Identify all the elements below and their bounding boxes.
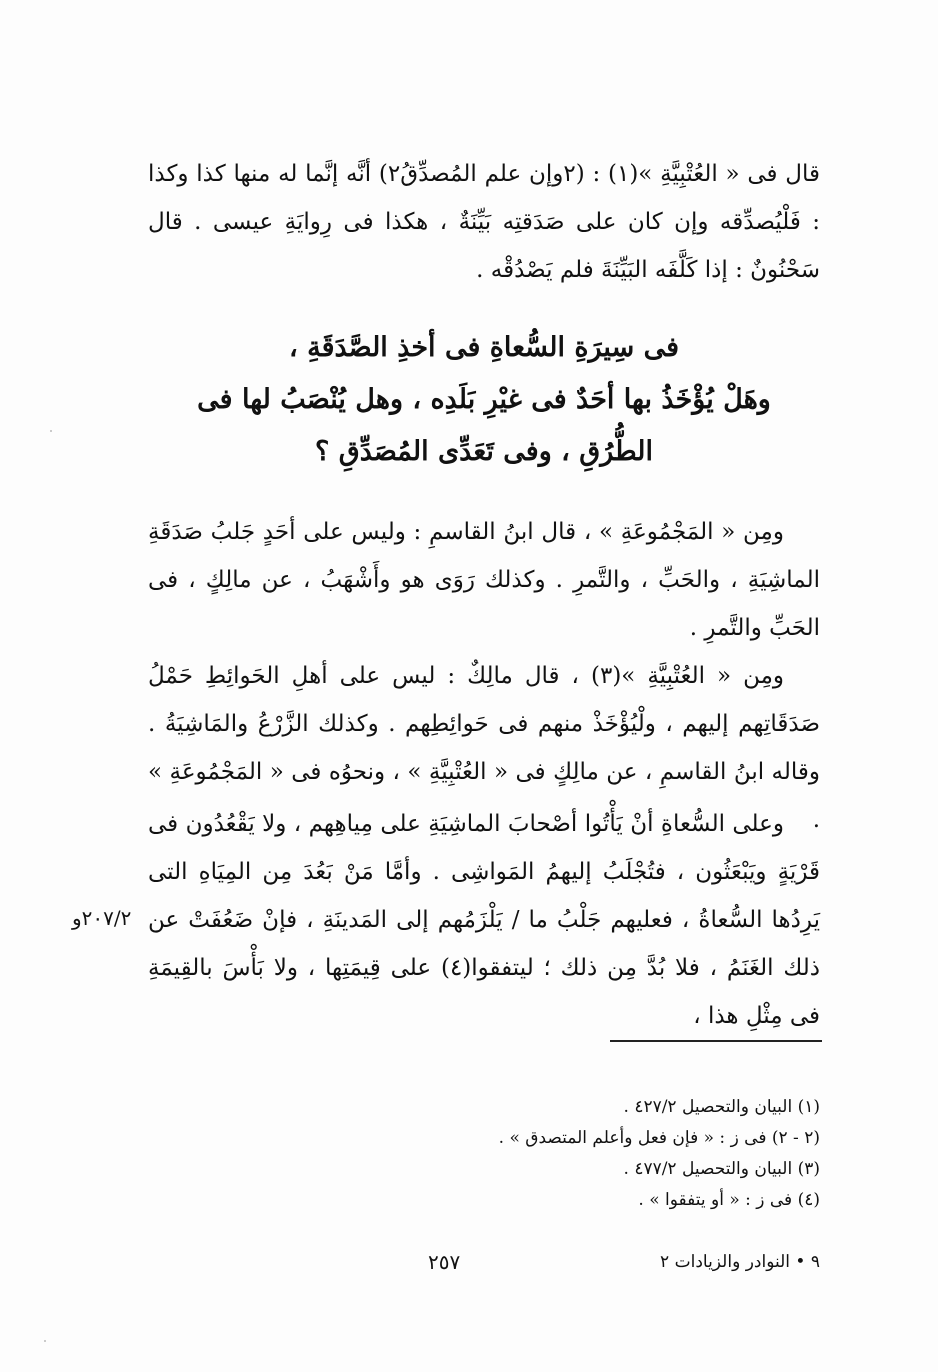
footnote-1: (١) البيان والتحصيل ٤٢٧/٢ . [623, 1097, 820, 1117]
margin-folio-note: ٢٠٧/٢و [72, 906, 132, 930]
paragraph-4-text: وعلى السُّعاةِ أنْ يَأْتُوا أصْحابَ الماشِيَةِ على مِياهِهم ، ولا يَقْعُدُون فى قَرْيَةٍ ويَبْعَثُون ، فتُجْلَبُ إليهمُ المَواشِى . وأمَّا مَنْ بَعُدَ مِن المِيَاهِ التى يَرِدُها السُّعاةُ ، فعليهم جَلْبُ ما / يَلْزَمُهم إلى المَدينَةِ ، فإنْ ضَعُفَتْ عن ذلك الغَنَمُ ، فلا بُدَّ مِن ذلك ؛ ليتفقوا(٤) على قِيمَتِها ، ولا بَأْسَ بالقِيمَةِ فى مِثْلِ هذا ، [148, 811, 821, 1029]
footnote-4: (٤) فى ز : « أو يتفقوا » . [638, 1190, 820, 1210]
heading-line-3: الطُّرُقِ ، وفى تَعَدِّى المُصَدِّقِ ؟ [315, 436, 653, 467]
paragraph-2 [148, 508, 820, 652]
running-title: ٩ • النوادر والزيادات ٢ [660, 1252, 820, 1272]
paragraph-2-text: ومِن « المَجْمُوعَةِ » ، قال ابنُ القاسمِ : وليس على أحَدٍ جَلبُ صَدَقَةِ الماشِيَةِ ، والحَبِّ ، والتَّمرِ . وكذلك رَوَى هو وأَشْهَبُ ، عن مالِكٍ ، فى الحَبِّ والتَّمرِ . [148, 519, 820, 641]
footnote-3: (٣) البيان والتحصيل ٤٧٧/٢ . [623, 1159, 820, 1179]
footnote-2: (٢ - ٢) فى ز : « فإن فعل وأعلم المتصدق » . [498, 1128, 820, 1148]
heading-line-1: فى سِيرَةِ السُّعاةِ فى أخذِ الصَّدَقَةِ ، [288, 332, 680, 363]
footnotes [320, 1092, 820, 1216]
section-heading [148, 322, 820, 478]
paragraph-3-text: ومِن « العُتْبِيَّةِ »(٣) ، قال مالِكٌ : ليس على أهلِ الحَوائِطِ حَمْلُ صَدَقَاتِهم إليهم ، ولْيُؤْخَذْ منهم فى حَوائِطِهم . وكذلك الزَّرْعُ والمَاشِيَةُ . وقاله ابنُ القاسمِ ، عن مالِكٍ فى « العُتْبِيَّةِ » ، ونحوُه فى « المَجْمُوعَةِ » . [148, 663, 820, 833]
scan-speck [44, 1340, 46, 1342]
footnote-divider [610, 1040, 822, 1042]
heading-line-2: وهَلْ يُؤْخَذُ بها أحَدٌ فى غيْرِ بَلَدِه ، وهل يُنْصَبُ لها فى [197, 384, 771, 415]
paragraph-1-text: قال فى « العُتْبِيَّةِ »(١) : (٢وإن علم المُصدِّقُ٢) أنَّه إنَّما له منها كذا وكذا : فَلْيُصدِّقه وإن كان على صَدَقتِه بَيِّنَةٌ ، هكذا فى رِوايَةِ عيسى . قال سَحْنُونٌ : إذا كَلَّفَه البَيِّنَةَ فلم يَصْدُقْه . [148, 161, 821, 283]
paragraph-4 [148, 800, 820, 1040]
paragraph-1 [148, 150, 820, 294]
scan-speck [50, 430, 52, 432]
page-number: ٢٥٧ [428, 1250, 461, 1274]
